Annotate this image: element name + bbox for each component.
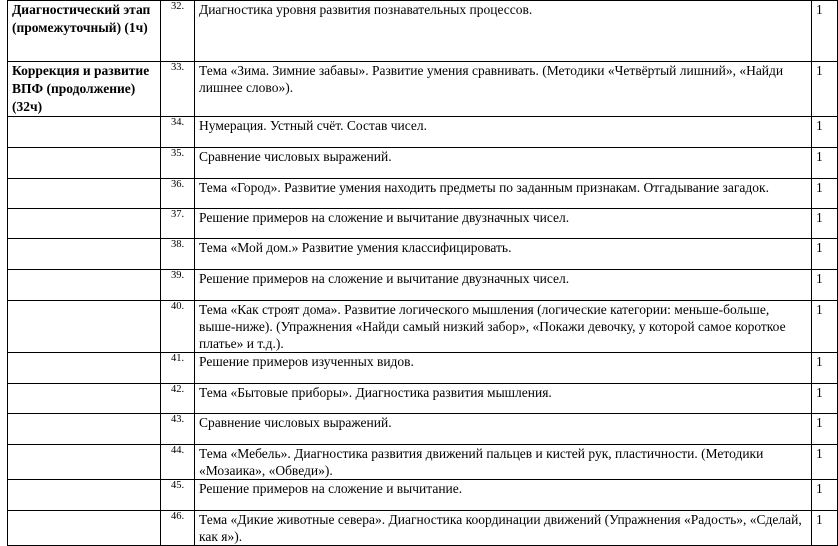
stage-cell <box>8 179 161 209</box>
stage-cell <box>8 480 161 511</box>
table-row <box>8 384 838 414</box>
lesson-topic: Тема «Мебель». Диагностика развития движений пальцев и кистей рук, пластичности. (Методики «Мозаика», «Обведи»). <box>195 445 812 480</box>
table-row <box>8 353 838 384</box>
lesson-number: 46. <box>161 511 195 546</box>
lesson-number: 39. <box>161 270 195 301</box>
lesson-number: 44. <box>161 445 195 480</box>
lesson-topic: Тема «Как строят дома». Развитие логического мышления (логические категории: меньше-больше, выше-ниже). (Упражнения «Найди самый низкий забор», «Покажи девочку, у которой самое короткое платье» и т.д.). <box>195 301 812 353</box>
lesson-topic: Решение примеров на сложение и вычитание двузначных чисел. <box>195 270 812 301</box>
table-row <box>8 414 838 445</box>
lesson-topic: Диагностика уровня развития познавательных процессов. <box>195 1 812 62</box>
hours-cell: 1 <box>812 239 838 270</box>
stage-cell <box>8 301 161 353</box>
table-row <box>8 239 838 270</box>
hours-cell: 1 <box>812 179 838 209</box>
stage-cell: Коррекция и развитие ВПФ (продолжение) (32ч) <box>8 62 161 117</box>
lesson-topic: Тема «Бытовые приборы». Диагностика развития мышления. <box>195 384 812 414</box>
lesson-topic: Сравнение числовых выражений. <box>195 414 812 445</box>
lesson-number: 42. <box>161 384 195 414</box>
table-row <box>8 148 838 179</box>
hours-cell: 1 <box>812 445 838 480</box>
lesson-number: 43. <box>161 414 195 445</box>
lesson-number: 34. <box>161 117 195 148</box>
table-row <box>8 270 838 301</box>
lesson-number: 36. <box>161 179 195 209</box>
lesson-number: 41. <box>161 353 195 384</box>
lesson-number: 45. <box>161 480 195 511</box>
table-row <box>8 1 838 62</box>
hours-cell: 1 <box>812 480 838 511</box>
lesson-topic: Тема «Зима. Зимние забавы». Развитие умения сравнивать. (Методики «Четвёртый лишний», «Найди лишнее слово»). <box>195 62 812 117</box>
lesson-topic: Тема «Дикие животные севера». Диагностика координации движений (Упражнения «Радость», «Сделай, как я»). <box>195 511 812 546</box>
hours-cell: 1 <box>812 353 838 384</box>
table-row <box>8 117 838 148</box>
lesson-topic: Тема «Мой дом.» Развитие умения классифицировать. <box>195 239 812 270</box>
stage-cell: Диагностический этап (промежуточный) (1ч) <box>8 1 161 62</box>
hours-cell: 1 <box>812 1 838 62</box>
stage-cell <box>8 209 161 239</box>
table-row <box>8 209 838 239</box>
lesson-number: 38. <box>161 239 195 270</box>
stage-cell <box>8 384 161 414</box>
stage-cell <box>8 239 161 270</box>
hours-cell: 1 <box>812 209 838 239</box>
stage-cell <box>8 270 161 301</box>
hours-cell: 1 <box>812 511 838 546</box>
hours-cell: 1 <box>812 414 838 445</box>
stage-cell <box>8 445 161 480</box>
lesson-number: 35. <box>161 148 195 179</box>
lesson-topic: Тема «Город». Развитие умения находить предметы по заданным признакам. Отгадывание загадок. <box>195 179 812 209</box>
lesson-number: 32. <box>161 1 195 62</box>
hours-cell: 1 <box>812 384 838 414</box>
lesson-number: 33. <box>161 62 195 117</box>
stage-cell <box>8 414 161 445</box>
table-row <box>8 480 838 511</box>
lesson-topic: Решение примеров на сложение и вычитание. <box>195 480 812 511</box>
hours-cell: 1 <box>812 62 838 117</box>
hours-cell: 1 <box>812 117 838 148</box>
lesson-topic: Решение примеров на сложение и вычитание двузначных чисел. <box>195 209 812 239</box>
lesson-plan-body <box>8 1 838 546</box>
table-row <box>8 301 838 353</box>
lesson-plan-table <box>7 0 838 546</box>
lesson-topic: Нумерация. Устный счёт. Состав чисел. <box>195 117 812 148</box>
stage-cell <box>8 148 161 179</box>
table-row <box>8 511 838 546</box>
hours-cell: 1 <box>812 148 838 179</box>
lesson-number: 40. <box>161 301 195 353</box>
hours-cell: 1 <box>812 270 838 301</box>
table-row <box>8 179 838 209</box>
lesson-topic: Сравнение числовых выражений. <box>195 148 812 179</box>
stage-cell <box>8 511 161 546</box>
stage-cell <box>8 353 161 384</box>
hours-cell: 1 <box>812 301 838 353</box>
table-row <box>8 62 838 117</box>
table-row <box>8 445 838 480</box>
stage-cell <box>8 117 161 148</box>
lesson-number: 37. <box>161 209 195 239</box>
lesson-topic: Решение примеров изученных видов. <box>195 353 812 384</box>
